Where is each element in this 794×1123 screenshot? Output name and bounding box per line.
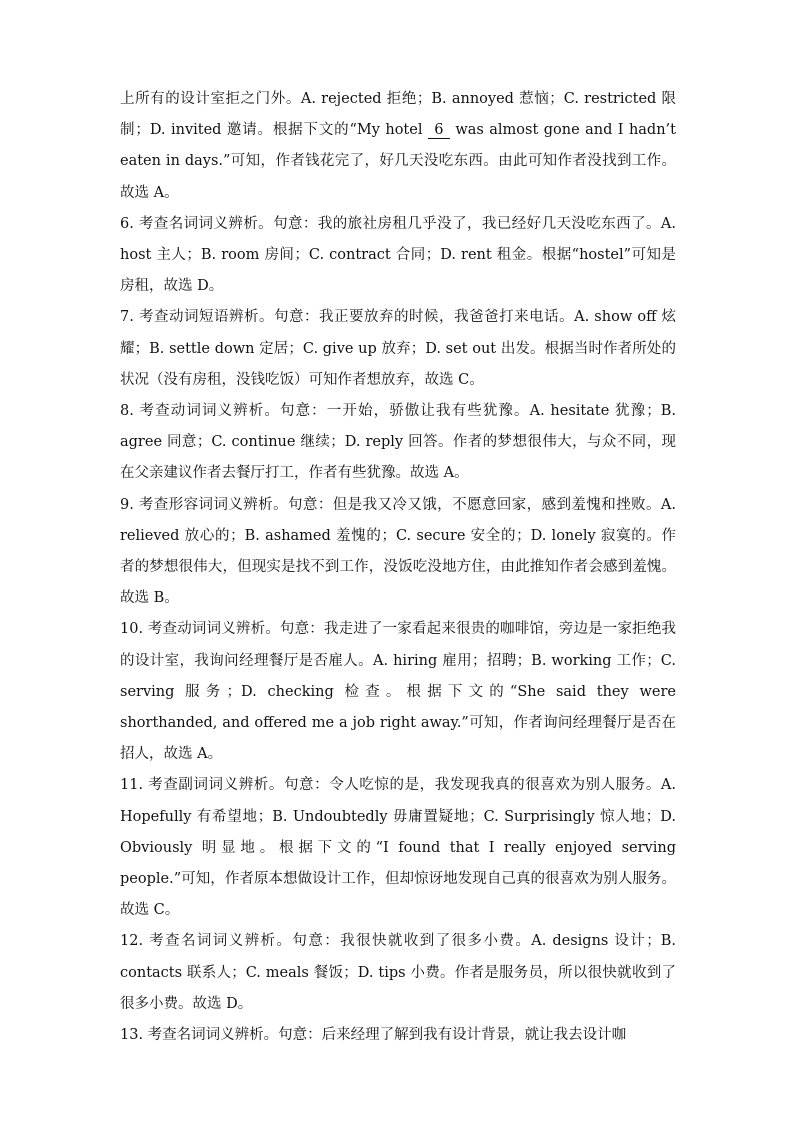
paragraph-item-12: 12. 考查名词词义辨析。句意：我很快就收到了很多小费。A. designs 设计；B. contacts 联系人；C. meals 餐饭；D. tips 小费。作者是服务员，所以很快就收到了很多小费。故选 D。	[120, 933, 676, 1012]
document-body	[120, 84, 676, 1051]
paragraph-text-pre: 上所有的设计室拒之门外。A. rejected 拒绝；B. annoyed 惹恼；C. restricted 限制；D. invited 邀请。根据下文的“My hotel	[120, 91, 676, 139]
paragraph-item-10: 10. 考查动词词义辨析。句意：我走进了一家看起来很贵的咖啡馆，旁边是一家拒绝我的设计室，我询问经理餐厅是否雇人。A. hiring 雇用；招聘；B. working 工作；C. serving 服务；D. checking 检查。根据下文的“She said they were shorthanded, and offered me a job right away.”可知，作者询问经理餐厅是否在招人，故选 A。	[120, 621, 676, 763]
fill-blank: 6	[428, 122, 450, 139]
paragraph-item-11: 11. 考查副词词义辨析。句意：令人吃惊的是，我发现我真的很喜欢为别人服务。A. Hopefully 有希望地；B. Undoubtedly 毋庸置疑地；C. Surprisingly 惊人地；D. Obviously 明显地。根据下文的“I found that I really enjoyed serving people.”可知，作者原本想做设计工作，但却惊讶地发现自己真的很喜欢为别人服务。故选 C。	[120, 777, 676, 919]
paragraph-item-8: 8. 考查动词词义辨析。句意：一开始，骄傲让我有些犹豫。A. hesitate 犹豫；B. agree 同意；C. continue 继续；D. reply 回答。作者的梦想很伟大，与众不同，现在父亲建议作者去餐厅打工，作者有些犹豫。故选 A。	[120, 403, 676, 482]
paragraph-5-continued	[120, 84, 676, 209]
paragraph-item-7: 7. 考查动词短语辨析。句意：我正要放弃的时候，我爸爸打来电话。A. show off 炫耀；B. settle down 定居；C. give up 放弃；D. set out 出发。根据当时作者所处的状况（没有房租，没钱吃饭）可知作者想放弃，故选 C。	[120, 309, 676, 388]
paragraph-item-13: 13. 考查名词词义辨析。句意：后来经理了解到我有设计背景，就让我去设计咖	[120, 1027, 627, 1044]
paragraph-text-post: was almost gone and I hadn’t eaten in days.”可知，作者钱花完了，好几天没吃东西。由此可知作者没找到工作。故选 A。	[120, 122, 676, 201]
paragraph-item-9: 9. 考查形容词词义辨析。句意：但是我又冷又饿，不愿意回家，感到羞愧和挫败。A. relieved 放心的；B. ashamed 羞愧的；C. secure 安全的；D. lonely 寂寞的。作者的梦想很伟大，但现实是找不到工作，没饭吃没地方住，由此推知作者会感到羞愧。故选 B。	[120, 496, 676, 607]
paragraph-item-6: 6. 考查名词词义辨析。句意：我的旅社房租几乎没了，我已经好几天没吃东西了。A. host 主人；B. room 房间；C. contract 合同；D. rent 租金。根据“hostel”可知是房租，故选 D。	[120, 215, 676, 295]
